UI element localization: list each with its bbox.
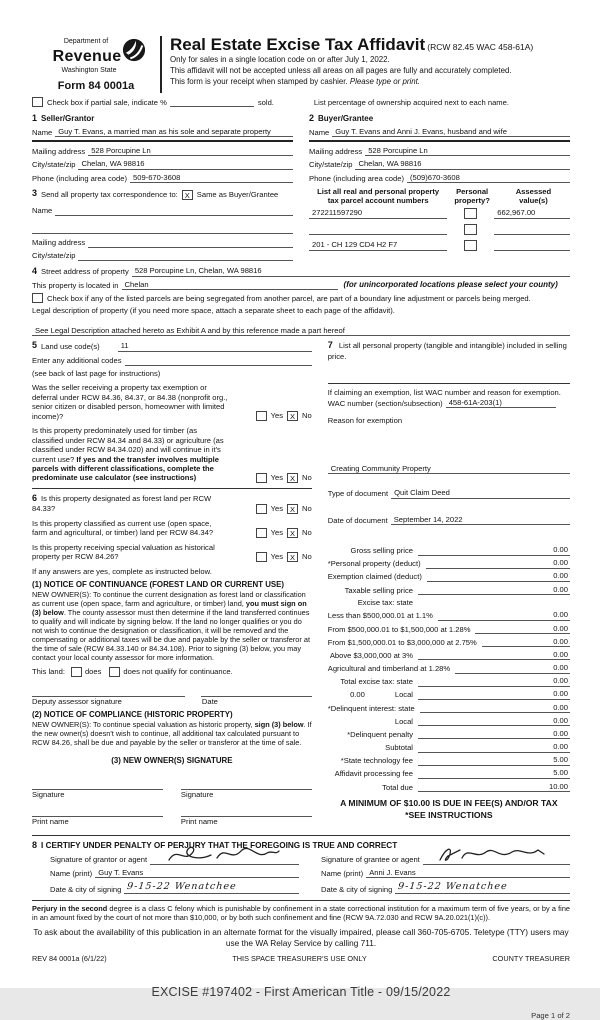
correspondence-name-field-2[interactable] [32,224,293,234]
excise-row [328,676,570,686]
deputy-assessor-label: Deputy assessor signature [32,696,122,706]
seller-mailing-label: Mailing address [32,146,86,156]
partial-sale-row [32,97,570,107]
land-use-field[interactable]: 11 [118,341,312,351]
excise-row [328,585,570,595]
deputy-assessor-signature-field[interactable] [32,687,185,697]
excise-row-value-field[interactable]: 0.00 [475,624,570,634]
street-address-field[interactable]: 528 Porcupine Ln, Chelan, WA 98816 [132,266,570,276]
parcel-row [309,240,570,251]
buyer-name-label: Name [309,127,330,137]
section-5-number: 5 [32,340,38,351]
q5-yes-checkbox[interactable] [256,552,267,562]
current-use-question: Is this property classified as current use (open space, farm and agricultural, or timber) land per RCW 84.34? Yes X No [32,518,312,538]
personal-property-checkbox[interactable] [464,224,477,235]
reason-for-exemption-label: Reason for exemption [327,416,403,426]
section-4-number: 4 [32,265,38,276]
treasurer-space-label: THIS SPACE TREASURER'S USE ONLY [232,953,367,963]
excise-row [328,782,570,792]
grantor-date-city-label: Date & city of signing [50,884,122,894]
excise-row-label: Local [394,690,413,700]
minimum-fee-note: A MINIMUM OF $10.00 IS DUE IN FEE(S) AND/OR TAX [340,798,558,809]
segregated-checkbox[interactable] [32,293,43,303]
buyer-grantee-section [309,110,570,186]
grantee-signature-field[interactable] [423,854,570,865]
segregated-label: Check box if any of the listed parcels are being segregated from another parcel, are part of a boundary line adjustment or parcels being merged. [47,293,531,303]
new-owner-print-name-field-2[interactable] [181,807,312,817]
excise-row-label: *Personal property (deduct) [327,559,421,569]
back-note: (see back of last page for instructions) [32,368,161,378]
seller-csz-label: City/state/zip [32,160,76,170]
divider [309,140,570,142]
excise-row [328,650,570,660]
section-3-number: 3 [32,188,38,199]
divider [328,383,570,384]
grantee-name-print-label: Name (print) [321,868,364,878]
parcel-row [309,208,570,219]
notice-2-heading: (2) NOTICE OF COMPLIANCE (HISTORIC PROPERTY) [32,710,233,720]
wac-number-field[interactable]: 458-61A-203(1) [446,398,556,408]
deputy-date-label: Date [201,696,218,706]
partial-sale-checkbox[interactable] [32,97,43,107]
excise-row-value-field[interactable]: 0.00 [418,650,570,660]
county-treasurer-label: COUNTY TREASURER [492,953,570,963]
correspondence-name-label: Name [32,206,53,216]
print-name-label: Print name [180,817,218,827]
revenue-wordmark: Revenue [52,47,122,65]
grantee-signature-icon [436,842,546,866]
excise-row-value-field[interactable]: 0.00 [418,716,570,726]
excise-row [328,716,570,726]
seller-title: Seller/Grantor [41,114,95,124]
header-note-3: This form is your receipt when stamped by cashier. Please type or print. [170,76,420,86]
additional-codes-label: Enter any additional codes [32,356,122,366]
excise-row-label: From $1,500,000.01 to $3,000,000 at 2.75% [327,637,477,647]
excise-row [328,729,570,739]
notice-1-body: NEW OWNER(S): To continue the current designation as forest land or classification as current use (open space, farm and agriculture, or timber) land, you must sign on (3) below. The county assessor must then determine if the land transferred continues to qualify and will indicate by signing below. If the land no longer qualifies or you do not wish to continue the designation or classification, it will be removed and the compensating or additional taxes will be due and payable by the seller or transferor at the time of sale (RCW 84.33.140 or 84.34.108). Prior to signing (3) below, you may contact your local county assessor for more information. [32,590,311,662]
date-of-document-label: Date of document [327,515,388,525]
same-as-buyer-label: Same as Buyer/Grantee [196,190,279,200]
historical-property-question: Is this property receiving special valuation as historical property per RCW 84.26? Yes X No [32,542,312,562]
excise-row-value-field[interactable]: 0.00 [418,729,570,739]
personal-property-col-header: Personal property? [454,187,490,206]
county-note: (for unincorporated locations please select your county) [343,280,558,290]
ownership-note: List percentage of ownership acquired next to each name. [313,97,509,107]
grantee-date-city-label: Date & city of signing [321,884,393,894]
wac-intro: If claiming an exemption, list WAC number and reason for exemption. [327,388,561,398]
divider [32,488,312,489]
seller-phone-label: Phone (including area code) [32,173,127,183]
excise-row-label: Affidavit processing fee [334,769,413,779]
type-of-document-label: Type of document [327,489,389,499]
buyer-mailing-field[interactable]: 528 Porcupine Ln [365,146,570,156]
excise-row [328,571,570,581]
parcel-number-field[interactable]: 272211597290 [309,208,447,218]
certify-heading: I CERTIFY UNDER PENALTY OF PERJURY THAT THE FOREGOING IS TRUE AND CORRECT [41,840,398,850]
tax-correspondence-section [32,188,293,263]
divider [32,140,293,142]
form-footer [32,954,570,963]
dept-of-label: Department of [63,38,109,45]
new-owner-signature-field-1[interactable] [32,780,163,790]
excise-row-label: Less than $500,000.01 at 1.1% [327,611,433,621]
excise-row-value-field[interactable]: 0.00 [418,742,570,752]
this-land-row: This land: does does not qualify for continuance. [32,667,233,677]
header-note-1: Only for sales in a single location code on or after July 1, 2022. [170,54,390,64]
right-column [328,340,570,826]
excise-row-value-field[interactable]: 5.00 [418,755,570,765]
personal-property-label: List all personal property (tangible and intangible) included in selling price. [327,341,567,361]
q3-yes-checkbox[interactable] [256,504,267,514]
form-number: Form 84 0001a [57,79,135,92]
excise-row-value-field[interactable]: 0.00 [482,637,570,647]
deputy-date-field[interactable] [201,687,312,697]
excise-row-prefix: 0.00 [350,690,365,700]
page-number: Page 1 of 2 [531,1010,570,1020]
excise-row [328,624,570,634]
does-not-checkbox[interactable] [109,667,120,677]
partial-sale-label: Check box if partial sale, indicate % [47,97,167,107]
print-name-label: Print name [32,817,69,827]
legal-description-label: Legal description of property (if you need more space, attach a separate sheet to each page of the affidavit). [32,306,395,316]
correspondence-mailing-field[interactable] [88,238,293,248]
personal-property-checkbox[interactable] [464,208,477,219]
form-title: Real Estate Excise Tax Affidavit [170,35,426,54]
partial-percent-field[interactable] [170,97,254,107]
excise-row [328,755,570,765]
seller-phone-field[interactable]: 509-670-3608 [130,173,293,183]
new-owner-print-name-field-1[interactable] [32,807,163,817]
excise-row-value-field[interactable]: 0.00 [418,585,570,595]
excise-row-label: Total due [382,782,413,792]
signature-label: Signature [180,789,214,799]
header-note-2: This affidavit will not be accepted unless all areas on all pages are fully and accurately completed. [170,65,512,75]
section-7-number: 7 [327,340,333,351]
signature-label: Signature [32,789,65,799]
buyer-phone-label: Phone (including area code) [309,173,404,183]
located-in-label: This property is located in [32,280,119,290]
seller-csz-field[interactable]: Chelan, WA 98816 [78,159,293,169]
excise-row-label: From $500,000.01 to $1,500,000 at 1.28% [327,624,471,634]
section-6-number: 6 [32,492,38,503]
excise-row-value-field[interactable]: 0.00 [420,703,570,713]
excise-row-value-field[interactable]: 0.00 [426,558,570,568]
excise-tax-table [328,545,570,792]
wac-number-label: WAC number (section/subsection) [327,398,443,408]
excise-stamp: EXCISE #197402 - First American Title - 09/15/2022 [151,985,451,1000]
excise-row-label: Agricultural and timberland at 1.28% [327,664,451,674]
excise-row-label: Subtotal [385,743,413,753]
grantee-name-print-field[interactable]: Anni J. Evans [366,868,570,878]
parcel-number-field[interactable]: 201 - CH 129 CD4 H2 F7 [309,240,447,250]
excise-row-value-field[interactable]: 0.00 [418,545,570,555]
correspondence-mailing-label: Mailing address [32,238,86,248]
sold-label: sold. [257,97,274,107]
excise-row-label: Above $3,000,000 at 3% [329,650,413,660]
excise-row [328,742,570,752]
excise-row-value-field[interactable]: 0.00 [455,663,570,673]
left-column [32,340,312,826]
buyer-csz-label: City/state/zip [309,160,353,170]
excise-row [328,598,570,608]
excise-row [328,610,570,620]
buyer-title: Buyer/Grantee [318,114,374,124]
section-8-number: 8 [32,839,38,850]
excise-row-label: Excise tax: state [357,598,413,608]
land-use-label: Land use code(s) [41,342,100,352]
grantee-signature-label: Signature of grantee or agent [321,855,420,865]
excise-row-label: Local [394,716,413,726]
personal-property-checkbox[interactable] [464,240,477,251]
located-in-field[interactable]: Chelan [122,280,338,290]
new-owner-signature-field-2[interactable] [181,780,312,790]
excise-row-value-field[interactable]: 5.00 [418,768,570,778]
certification-section [32,840,570,898]
excise-row [328,703,570,713]
notice-3-heading: (3) NEW OWNER(S) SIGNATURE [111,755,233,765]
excise-row-value-field[interactable]: 0.00 [438,610,570,620]
street-address-section [32,266,570,337]
forest-land-question: 6 Is this property designated as forest land per RCW 84.33? Yes X No [32,492,312,514]
correspondence-csz-field[interactable] [78,251,293,261]
grantee-date-city-field[interactable]: 9-15-22 Wenatchee [395,881,570,894]
parcel-number-field[interactable] [309,225,447,235]
buyer-name-field[interactable]: Guy T. Evans and Anni J. Evans, husband and wife [332,127,570,137]
q4-yes-checkbox[interactable] [256,528,267,538]
perjury-note: Perjury in the second degree is a class C felony which is punishable by confinement in a state correctional institution for a maximum term of five years, or by a fine in an amount fixed by the court of not more than $10,000, or by both such confinement and fine (RCW 9A.72.030 and RCW 9A.20.021(1)(c)). [32,904,570,923]
alternate-format-note: To ask about the availability of this publication in an alternate format for the visually impaired, please call 360-705-6705. Teletype (TTY) users may use the WA Relay Service by calling 711. [33,927,569,948]
grantor-name-print-label: Name (print) [50,868,93,878]
type-of-document-field[interactable]: Quit Claim Deed [391,488,570,498]
seller-mailing-field[interactable]: 528 Porcupine Ln [88,146,293,156]
does-checkbox[interactable] [71,667,82,677]
excise-row-label: Taxable selling price [344,585,413,595]
seller-name-field[interactable]: Guy T. Evans, a married man as his sole and separate property [55,127,293,137]
assessed-value-field[interactable] [494,241,570,251]
personal-property-section [328,340,570,361]
q3-no-checkbox[interactable]: X [287,504,298,514]
legal-description-field[interactable]: See Legal Description attached hereto as Exhibit A and by this reference made a part hereof [32,326,570,336]
q4-no-checkbox[interactable]: X [287,528,298,538]
q5-no-checkbox[interactable]: X [287,552,298,562]
if-yes-note: If any answers are yes, complete as instructed below. [32,566,212,576]
form-title-ref: (RCW 82.45 WAC 458-61A) [427,42,534,52]
excise-row [328,768,570,778]
buyer-phone-field[interactable]: (509)670-3608 [407,173,570,183]
tax-exemption-question: Was the seller receiving a property tax exemption or deferral under RCW 84.36, 84.37, or 84.38 (nonprofit org., senior citizen or disabled person, homeowner with limited income)? Yes X No [32,383,312,422]
seller-grantor-section [32,110,293,186]
parcel-row [309,224,570,235]
dor-logo [32,36,160,93]
reason-for-exemption-field[interactable]: Creating Community Property [328,464,570,474]
divider [32,835,570,836]
excise-row-value-field[interactable]: 10.00 [418,782,570,792]
excise-row-label: *State technology fee [340,756,413,766]
revenue-logo-icon [122,38,146,62]
parcel-col-header: List all real and personal property tax parcel account numbers [317,187,440,206]
excise-row-value-field[interactable]: 0.00 [418,689,570,699]
correspondence-csz-label: City/state/zip [32,251,76,261]
q2-yes-checkbox[interactable] [256,473,267,483]
excise-row [328,558,570,568]
buyer-csz-field[interactable]: Chelan, WA 98816 [355,159,570,169]
parcel-table [309,188,570,263]
seller-name-label: Name [32,127,53,137]
excise-row-label: Total excise tax: state [340,677,413,687]
excise-row [328,637,570,647]
timber-agriculture-question: Is this property predominately used for timber (as classified under RCW 84.34 and 84.33) or agriculture (as classified under RCW 84.34.020) and will continue in it's current use? If yes and the transfer involves multiple parcels with different classifications, complete the predominate use calculator (see instructions) Yes X No [32,426,312,483]
date-of-document-field[interactable]: September 14, 2022 [391,515,570,525]
correspondence-label: Send all property tax correspondence to: [41,190,178,200]
q1-yes-checkbox[interactable] [256,411,267,421]
section-1-number: 1 [32,113,38,124]
excise-row [328,545,570,555]
excise-row-value-field[interactable]: 0.00 [427,571,570,581]
grantor-signature-field[interactable] [150,854,299,865]
excise-row-value-field[interactable]: 0.00 [418,676,570,686]
grantor-date-city-field[interactable]: 9-15-22 Wenatchee [124,881,299,894]
assessed-value-field[interactable] [494,225,570,235]
assessed-value-field[interactable]: 662,967.00 [494,208,570,218]
street-address-label: Street address of property [41,267,129,277]
excise-row-label: Exemption claimed (deduct) [327,572,422,582]
same-as-buyer-checkbox[interactable]: X [182,190,193,200]
notice-2-body: NEW OWNER(S): To continue special valuation as historic property, sign (3) below. If the new owner(s) doesn't wish to continue, all additional tax calculated pursuant to RCW 84.26, shall be due and payable by the seller or transferor at the time of sale. [32,719,312,747]
form-header [32,36,570,93]
see-instructions-note: *SEE INSTRUCTIONS [405,809,493,820]
grantor-signature-label: Signature of grantor or agent [50,855,148,865]
excise-row-label: *Delinquent penalty [347,729,413,739]
excise-row-label: Gross selling price [350,546,413,556]
grantor-signature-icon [163,842,281,866]
title-block [160,36,570,93]
excise-row [328,689,570,699]
notice-1-heading: (1) NOTICE OF CONTINUANCE (FOREST LAND OR CURRENT USE) [32,580,285,590]
assessed-value-col-header: Assessed value(s) [515,187,552,206]
excise-row-label: *Delinquent interest: state [327,703,415,713]
section-2-number: 2 [309,113,315,124]
q2-no-checkbox[interactable]: X [287,473,298,483]
additional-codes-field[interactable] [125,356,312,366]
correspondence-name-field[interactable] [55,206,293,216]
q1-no-checkbox[interactable]: X [287,411,298,421]
washington-state-label: Washington State [61,66,117,74]
grantor-name-print-field[interactable]: Guy T. Evans [95,868,299,878]
excise-row [328,663,570,673]
buyer-mailing-label: Mailing address [309,146,363,156]
rev-number: REV 84 0001a (6/1/22) [32,953,107,963]
divider [32,900,570,901]
